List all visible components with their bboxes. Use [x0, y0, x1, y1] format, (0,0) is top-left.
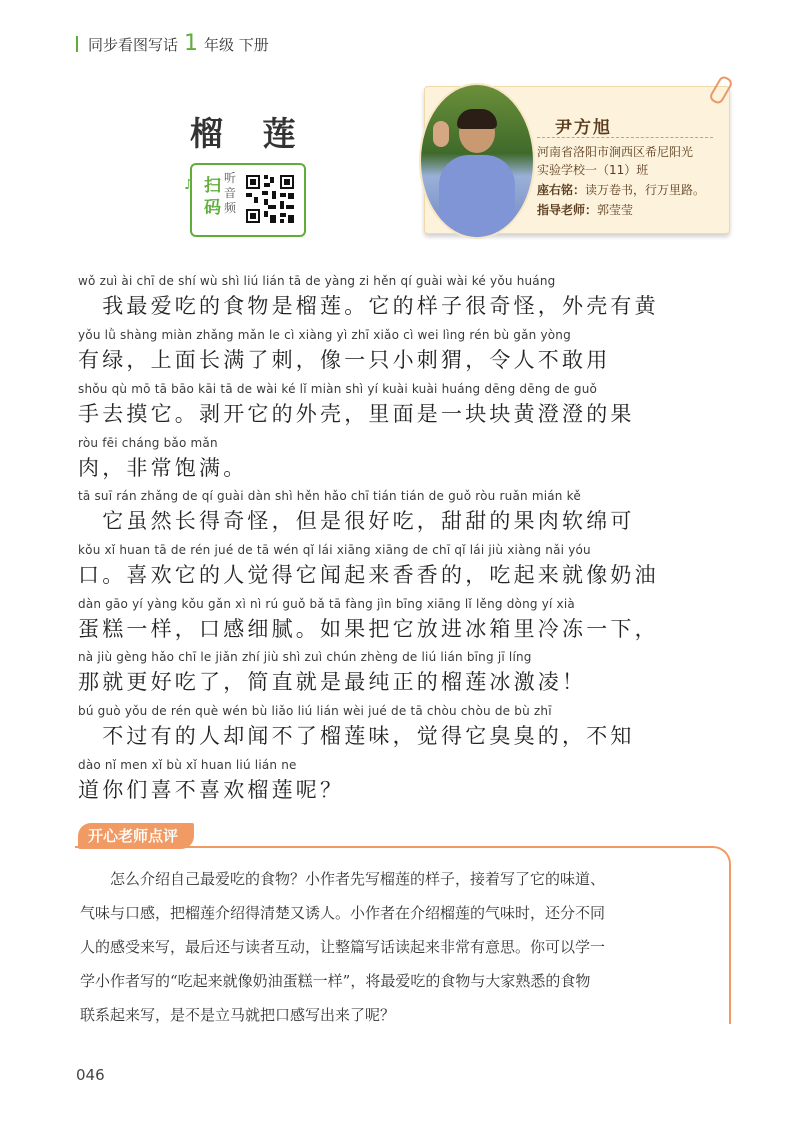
- qr-code-icon[interactable]: [244, 173, 296, 225]
- teacher-line: [537, 201, 633, 218]
- review-line: 联系起来写，是不是立马就把口感写出来了呢？: [80, 1006, 396, 1024]
- hanzi-line: 口。喜欢它的人觉得它闻起来香香的，吃起来就像奶油: [78, 563, 659, 587]
- school-line-2: 实验学校一（11）班: [537, 163, 649, 177]
- pinyin-line: kǒu xǐ huan tā de rén jué de tā wén qǐ lái xiāng xiāng de chī qǐ lái jiù xiàng nǎi yóu: [78, 543, 591, 557]
- author-photo: [419, 83, 535, 239]
- pinyin-line: nà jiù gèng hǎo chī le jiǎn zhí jiù shì zuì chún zhèng de liú lián bīng jī líng: [78, 650, 532, 664]
- review-line: 气味与口感，把榴莲介绍得清楚又诱人。小作者在介绍榴莲的气味时，还分不同: [80, 904, 606, 922]
- running-header: [76, 33, 269, 55]
- header-bar: [76, 36, 78, 52]
- header-grade-text: 年级 下册: [204, 36, 269, 54]
- hanzi-line: 不过有的人却闻不了榴莲味，觉得它臭臭的，不知: [78, 724, 635, 748]
- pinyin-line: bú guò yǒu de rén què wén bù liǎo liú lián wèi jué de tā chòu chòu de bù zhī: [78, 704, 552, 718]
- pinyin-line: wǒ zuì ài chī de shí wù shì liú lián tā de yàng zi hěn qí guài wài ké yǒu huáng: [78, 274, 556, 288]
- header-grade-number: 1: [184, 31, 199, 56]
- motto-line: [537, 181, 705, 198]
- pinyin-line: shǒu qù mō tā bāo kāi tā de wài ké lǐ miàn shì yí kuài kuài huáng dēng dēng de guǒ: [78, 382, 598, 396]
- motto-text: 读万卷书，行万里路。: [585, 183, 706, 197]
- page-title: 榴 莲: [190, 114, 310, 153]
- pinyin-line: dàn gāo yí yàng kǒu gǎn xì nì rú guǒ bǎ tā fàng jìn bīng xiāng lǐ lěng dòng yí xià: [78, 597, 575, 611]
- author-card: [424, 86, 730, 234]
- pinyin-line: dào nǐ men xǐ bù xǐ huan liú lián ne: [78, 758, 297, 772]
- author-name: 尹方旭: [555, 118, 612, 138]
- motto-label: 座右铭：: [537, 183, 586, 197]
- hanzi-line: 那就更好吃了，简直就是最纯正的榴莲冰激凌！: [78, 670, 587, 694]
- pinyin-line: tā suī rán zhǎng de qí guài dàn shì hěn hǎo chī tián tián de guǒ ròu ruǎn mián kě: [78, 489, 581, 503]
- header-series: 同步看图写话: [88, 36, 179, 54]
- review-line: 怎么介绍自己最爱吃的食物？小作者先写榴莲的样子，接着写了它的味道、: [80, 870, 606, 888]
- school-line-1: 河南省洛阳市涧西区希尼阳光: [537, 145, 694, 159]
- review-line: 学小作者写的“吃起来就像奶油蛋糕一样”，将最爱吃的食物与大家熟悉的食物: [80, 972, 591, 990]
- teacher-label: 指导老师：: [537, 203, 598, 217]
- hanzi-line: 我最爱吃的食物是榴莲。它的样子很奇怪，外壳有黄: [78, 294, 659, 318]
- teacher-name: 郭莹莹: [597, 203, 634, 217]
- pinyin-line: ròu fēi cháng bǎo mǎn: [78, 436, 218, 450]
- review-line: 人的感受来写，最后还与读者互动，让整篇写话读起来非常有意思。你可以学一: [80, 938, 606, 956]
- pinyin-line: yǒu lǜ shàng miàn zhǎng mǎn le cì xiàng yì zhī xiǎo cì wei lìng rén bù gǎn yòng: [78, 328, 571, 342]
- teacher-review-tag: 开心老师点评: [78, 823, 194, 849]
- listen-audio-label: 听音频: [224, 171, 237, 215]
- hanzi-line: 蛋糕一样，口感细腻。如果把它放进冰箱里冷冻一下，: [78, 617, 659, 641]
- hanzi-line: 道你们喜不喜欢榴莲呢？: [78, 778, 345, 802]
- paperclip-icon: [708, 74, 734, 105]
- hanzi-line: 肉，非常饱满。: [78, 456, 248, 480]
- scan-label: 扫码: [204, 176, 221, 218]
- hanzi-line: 它虽然长得奇怪，但是很好吃，甜甜的果肉软绵可: [78, 509, 635, 533]
- page-number: 046: [76, 1066, 105, 1084]
- teacher-review-text: [80, 862, 730, 1032]
- divider: [537, 137, 713, 138]
- scan-audio-box[interactable]: [184, 163, 306, 237]
- music-note-icon: ♪: [184, 177, 193, 193]
- hanzi-line: 手去摸它。剥开它的外壳，里面是一块块黄澄澄的果: [78, 402, 635, 426]
- hanzi-line: 有绿，上面长满了刺，像一只小刺猬，令人不敢用: [78, 348, 611, 372]
